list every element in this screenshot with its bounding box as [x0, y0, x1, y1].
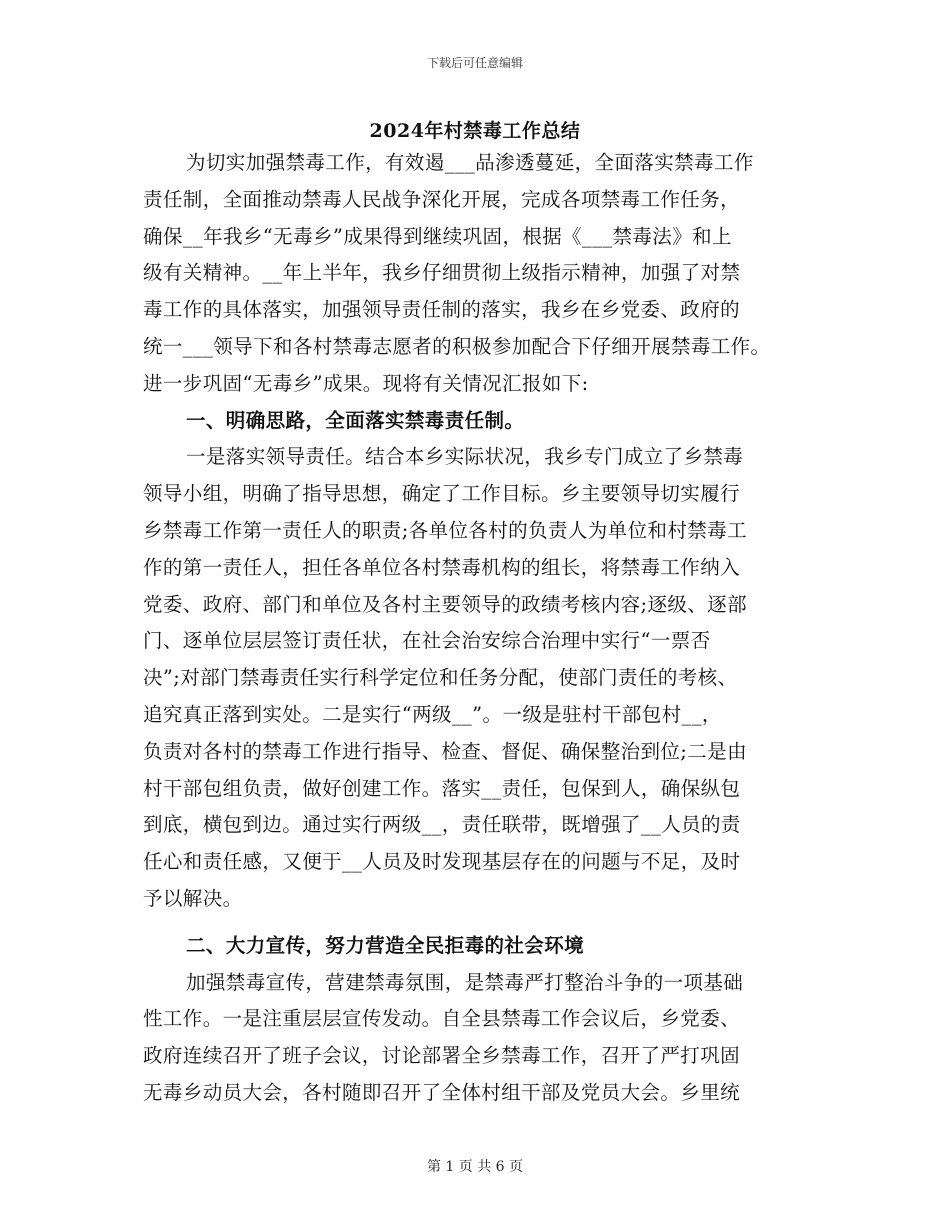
- body-line: 追究真正落到实处。二是实行“两级__”。一级是驻村干部包村__，: [143, 702, 722, 726]
- body-line: 党委、政府、部门和单位及各村主要领导的政绩考核内容;逐级、逐部: [143, 592, 747, 616]
- body-line: 领导小组，明确了指导思想，确定了工作目标。乡主要领导切实履行: [143, 482, 741, 506]
- body-line: 确保__年我乡“无毒乡”成果得到继续巩固，根据《___禁毒法》和上: [143, 224, 732, 248]
- body-line: 性工作。一是注重层层宣传发动。自全县禁毒工作会议后，乡党委、: [143, 1007, 741, 1031]
- body-line: 进一步巩固“无毒乡”成果。现将有关情况汇报如下:: [143, 371, 589, 395]
- body-line: 毒工作的具体落实，加强领导责任制的落实，我乡在乡党委、政府的: [143, 298, 741, 322]
- body-line: 决”;对部门禁毒责任实行科学定位和任务分配，使部门责任的考核、: [143, 666, 738, 690]
- body-line: 统一___领导下和各村禁毒志愿者的积极参加配合下仔细开展禁毒工作。: [143, 334, 771, 358]
- body-line: 门、逐单位层层签订责任状，在社会治安综合治理中实行“一票否: [143, 629, 711, 653]
- body-line: 乡禁毒工作第一责任人的职责;各单位各村的负责人为单位和村禁毒工: [143, 518, 747, 542]
- body-line: 负责对各村的禁毒工作进行指导、检查、督促、确保整治到位;二是由: [143, 739, 747, 763]
- section-heading-1: 一、明确思路，全面落实禁毒责任制。: [186, 408, 525, 432]
- body-line: 一是落实领导责任。结合本乡实际状况，我乡专门成立了乡禁毒: [186, 445, 744, 469]
- body-line: 级有关精神。__年上半年，我乡仔细贯彻上级指示精神，加强了对禁: [143, 261, 741, 285]
- body-line: 责任制，全面推动禁毒人民战争深化开展，完成各项禁毒工作任务，: [143, 187, 741, 211]
- body-line: 加强禁毒宣传，营建禁毒氛围，是禁毒严打整治斗争的一项基础: [186, 970, 744, 994]
- header-note: 下载后可任意编辑: [426, 56, 523, 70]
- body-line: 无毒乡动员大会，各村随即召开了全体村组干部及党员大会。乡里统: [143, 1080, 741, 1104]
- body-line: 到底，横包到边。通过实行两级__，责任联带，既增强了__人员的责: [143, 813, 741, 837]
- body-line: 政府连续召开了班子会议，讨论部署全乡禁毒工作，召开了严打巩固: [143, 1044, 741, 1068]
- body-line: 作的第一责任人，担任各单位各村禁毒机构的组长，将禁毒工作纳入: [143, 555, 741, 579]
- document-title: 2024年村禁毒工作总结: [369, 120, 581, 142]
- body-line: 村干部包组负责，做好创建工作。落实__责任，包保到人，确保纵包: [143, 776, 741, 800]
- page-footer: 第 1 页 共 6 页: [426, 1159, 524, 1175]
- body-line: 任心和责任感，又便于__人员及时发现基层存在的问题与不足，及时: [143, 850, 741, 874]
- body-line: 为切实加强禁毒工作，有效遏___品渗透蔓延，全面落实禁毒工作: [186, 151, 754, 174]
- body-line: 予以解决。: [143, 886, 243, 910]
- document-body: [143, 145, 823, 1112]
- section-heading-2: 二、大力宣传，努力营造全民拒毒的社会环境: [186, 933, 585, 957]
- paragraph-gap: [143, 918, 823, 928]
